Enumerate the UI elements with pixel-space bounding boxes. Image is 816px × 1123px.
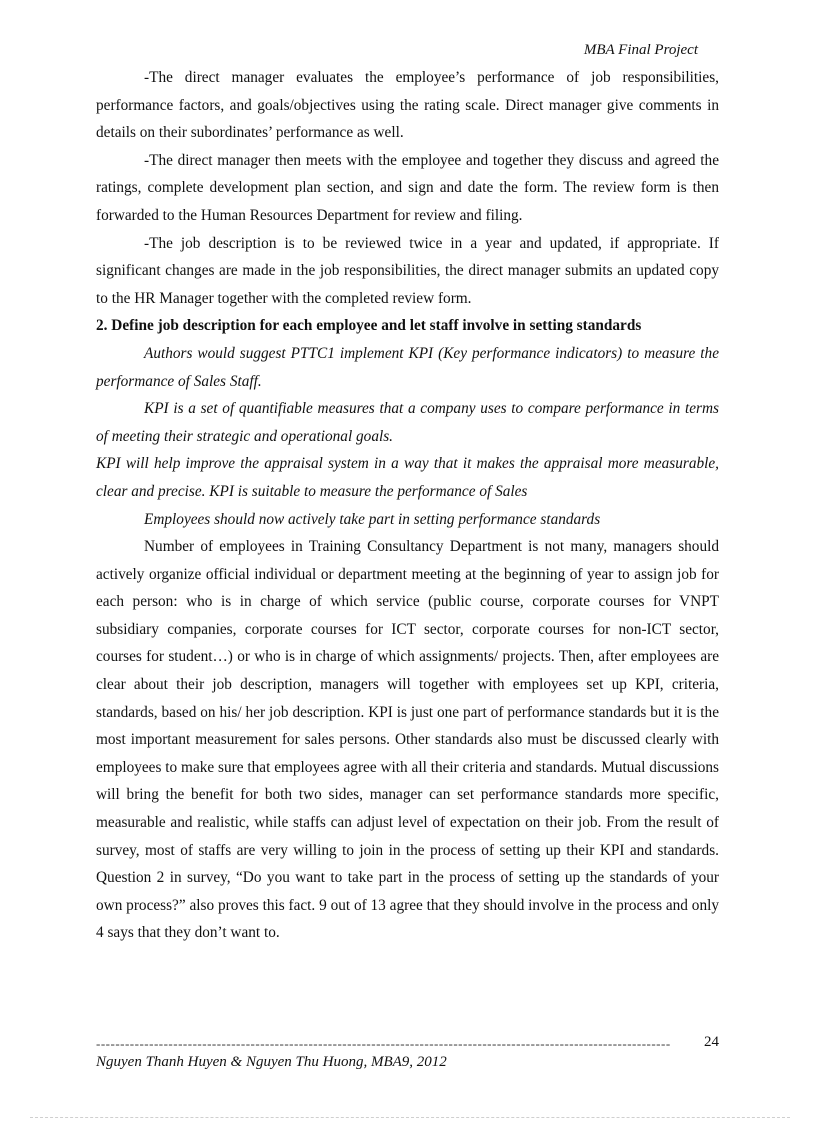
page-edge-divider — [30, 1117, 790, 1118]
section-heading: 2. Define job description for each employee and let staff involve in setting standards — [96, 317, 642, 335]
paragraph-kpi-benefit: KPI will help improve the appraisal system in a way that it makes the appraisal more measurable, clear and precise. KPI is suitable to measure the performance of Sales — [96, 455, 719, 500]
page-body — [96, 64, 719, 947]
paragraph-kpi-definition: KPI is a set of quantifiable measures that a company uses to compare performance in terms of meeting their strategic and operational goals. — [96, 400, 719, 445]
footer-authors: Nguyen Thanh Huyen & Nguyen Thu Huong, MBA9, 2012 — [96, 1054, 447, 1070]
running-header: MBA Final Project — [583, 42, 698, 58]
paragraph-job-description-review: -The job description is to be reviewed twice in a year and updated, if appropriate. If significant changes are made in the job responsibilities, the direct manager submits an updated copy to the HR Manager together with the completed review form. — [96, 234, 719, 307]
footer-rule: ----------------------------------------------------------------------------------------------------------------------- — [96, 1036, 671, 1051]
paragraph-kpi-suggestion: Authors would suggest PTTC1 implement KPI (Key performance indicators) to measure the performance of Sales Staff. — [96, 344, 719, 390]
paragraph-manager-meets: -The direct manager then meets with the employee and together they discuss and agreed the ratings, complete development plan section, and sign and date the form. The review form is then forwarded to the Human Resources Department for review and filing. — [96, 151, 719, 224]
paragraph-manager-evaluates: -The direct manager evaluates the employee’s performance of job responsibilities, performance factors, and goals/objectives using the rating scale. Direct manager give comments in details on their subordinates’ performance as well. — [96, 69, 719, 142]
page-number: 24 — [704, 1034, 719, 1050]
paragraph-employees-participate: Employees should now actively take part in setting performance standards — [144, 510, 601, 528]
paragraph-training-department: Number of employees in Training Consultancy Department is not many, managers should actively organize official individual or department meeting at the beginning of year to assign job for each person: who is in charge of which service (public course, corporate courses for VNPT subsidiary companies, corporate courses for ICT sector, corporate courses for non-ICT sector, courses for student…) or who is in charge of which assignments/ projects. Then, after employees are clear about their job description, managers will together with employees set up KPI, criteria, standards, based on his/ her job description. KPI is just one part of performance standards but it is the most important measurement for sales persons. Other standards also must be discussed clearly with employees to make sure that employees agree with all their criteria and standards. Mutual discussions will bring the benefit for both two sides, manager can set performance standards more specific, measurable and realistic, while staffs can adjust level of expectation on their job. From the result of survey, most of staffs are very willing to join in the process of setting up their KPI and standards. Question 2 in survey, “Do you want to take part in the process of setting up the standards of your own process?” also proves this fact. 9 out of 13 agree that they should involve in the process and only 4 says that they don’t want to. — [96, 538, 719, 942]
